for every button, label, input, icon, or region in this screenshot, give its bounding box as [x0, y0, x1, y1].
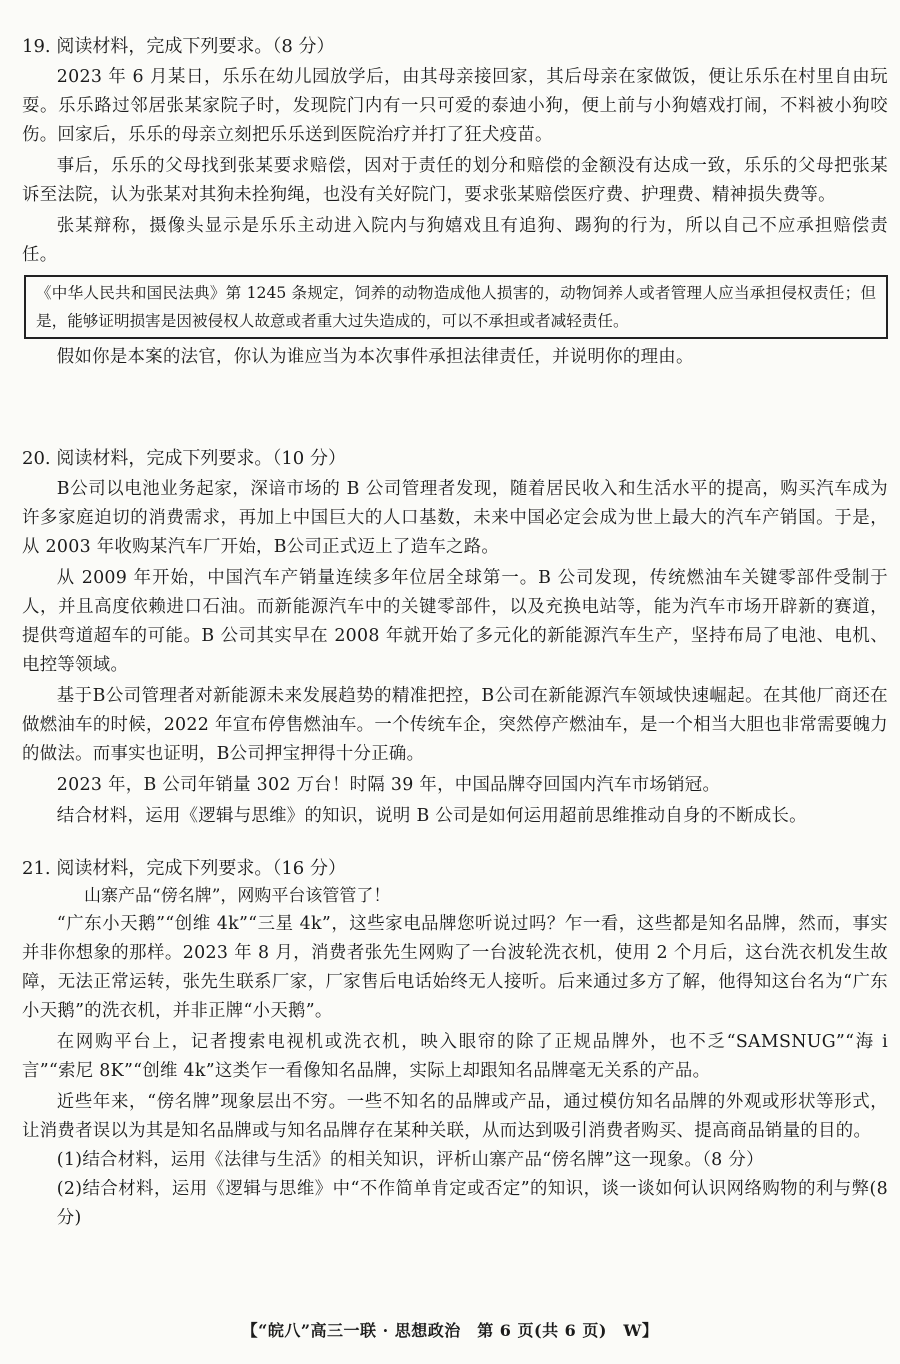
question-21-title: 21. 阅读材料，完成下列要求。（16 分）	[22, 858, 346, 879]
question-20-paragraph-1: B公司以电池业务起家，深谙市场的 B 公司管理者发现，随着居民收入和生活水平的提高，购买汽车成为许多家庭迫切的消费需求，再加上中国巨大的人口基数，未来中国必定会成为世上最大的汽车产销国。于是，从 2003 年收购某汽车厂开始，B公司正式迈上了造车之路。	[22, 479, 888, 557]
question-19-paragraph-3: 张某辩称，摄像头显示是乐乐主动进入院内与狗嬉戏且有追狗、踢狗的行为，所以自己不应承担赔偿责任。	[22, 216, 888, 265]
question-20-paragraph-3: 基于B公司管理者对新能源未来发展趋势的精准把控，B公司在新能源汽车领域快速崛起。在其他厂商还在做燃油车的时候，2022 年宣布停售燃油车。一个传统车企，突然停产燃油车，是一个相当大胆也非常需要魄力的做法。而事实也证明，B公司押宝押得十分正确。	[22, 686, 888, 764]
question-21	[22, 856, 888, 1233]
page-footer: 【“皖八”高三一联 · 思想政治 第 6 页(共 6 页) W】	[241, 1321, 659, 1340]
question-20-title: 20. 阅读材料，完成下列要求。（10 分）	[22, 448, 346, 469]
question-21-paragraph-1: “广东小天鹅”“创维 4k”“三星 4k”，这些家电品牌您听说过吗？乍一看，这些都是知名品牌，然而，事实并非你想象的那样。2023 年 8 月，消费者张先生网购了一台波轮洗衣机，使用 2 个月后，这台洗衣机发生故障，无法正常运转，张先生联系厂家，厂家售后电话始终无人接听。后来通过多方了解，他得知这台名为“广东小天鹅”的洗衣机，并非正牌“小天鹅”。	[22, 914, 888, 1021]
question-20-paragraph-2: 从 2009 年开始，中国汽车产销量连续多年位居全球第一。B 公司发现，传统燃油车关键零部件受制于人，并且高度依赖进口石油。而新能源汽车中的关键零部件，以及充换电站等，能为汽车市场开辟新的赛道，提供弯道超车的可能。B 公司其实早在 2008 年就开始了多元化的新能源汽车生产，坚持布局了电池、电机、电控等领域。	[22, 568, 888, 675]
question-19-title: 19. 阅读材料，完成下列要求。（8 分）	[22, 36, 335, 57]
question-19	[22, 34, 888, 372]
question-21-subquestion-2: (2)结合材料，运用《逻辑与思维》中“不作简单肯定或否定”的知识，谈一谈如何认识网络购物的利与弊(8 分)	[56, 1179, 888, 1228]
question-20-paragraph-4: 2023 年，B 公司年销量 302 万台！时隔 39 年，中国品牌夺回国内汽车市场销冠。	[56, 775, 721, 795]
question-21-paragraph-3: 近些年来，“傍名牌”现象层出不穷。一些不知名的品牌或产品，通过模仿知名品牌的外观或形状等形式，让消费者误以为其是知名品牌或与知名品牌存在某种关联，从而达到吸引消费者购买、提高商品销量的目的。	[22, 1092, 888, 1141]
question-21-paragraph-2: 在网购平台上，记者搜索电视机或洗衣机，映入眼帘的除了正规品牌外，也不乏“SAMSNUG”“海 i 言”“索尼 8K”“创维 4k”这类乍一看像知名品牌，实际上却跟知名品牌毫无关系的产品。	[22, 1032, 888, 1081]
question-19-task: 假如你是本案的法官，你认为谁应当为本次事件承担法律责任，并说明你的理由。	[56, 347, 694, 367]
question-20	[22, 446, 888, 831]
civil-code-article-box: 《中华人民共和国民法典》第 1245 条规定，饲养的动物造成他人损害的，动物饲养人或者管理人应当承担侵权责任；但是，能够证明损害是因被侵权人故意或者重大过失造成的，可以不承担或者减轻责任。	[24, 275, 888, 339]
question-21-subquestion-1: (1)结合材料，运用《法律与生活》的相关知识，评析山寨产品“傍名牌”这一现象。（8 分）	[56, 1150, 764, 1170]
question-19-paragraph-1: 2023 年 6 月某日，乐乐在幼儿园放学后，由其母亲接回家，其后母亲在家做饭，便让乐乐在村里自由玩耍。乐乐路过邻居张某家院子时，发现院门内有一只可爱的泰迪小狗，便上前与小狗嬉戏打闹，不料被小狗咬伤。回家后，乐乐的母亲立刻把乐乐送到医院治疗并打了狂犬疫苗。	[22, 67, 888, 145]
question-20-task: 结合材料，运用《逻辑与思维》的知识，说明 B 公司是如何运用超前思维推动自身的不断成长。	[56, 806, 807, 826]
article-headline: 山寨产品“傍名牌”，网购平台该管管了！	[84, 886, 391, 906]
question-19-paragraph-2: 事后，乐乐的父母找到张某要求赔偿，因对于责任的划分和赔偿的金额没有达成一致，乐乐的父母把张某诉至法院，认为张某对其狗未拴狗绳，也没有关好院门，要求张某赔偿医疗费、护理费、精神损失费等。	[22, 156, 888, 205]
